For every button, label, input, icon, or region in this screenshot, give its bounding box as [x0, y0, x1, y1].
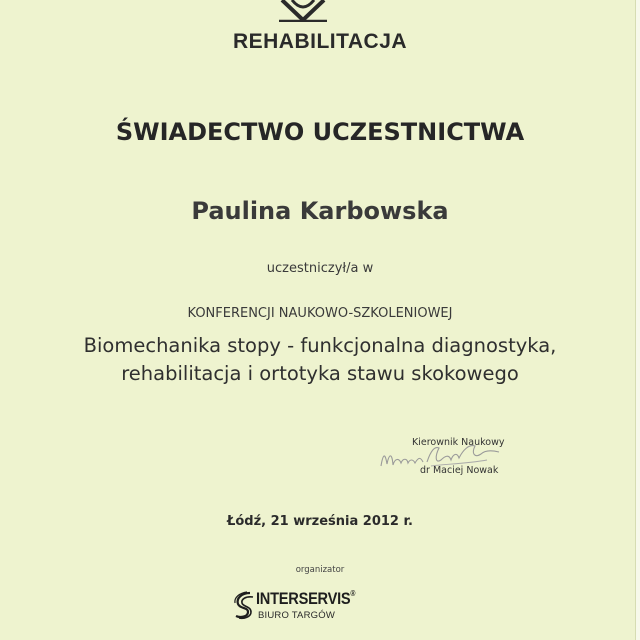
registered-mark: ® [350, 589, 356, 598]
organizer-subtitle: BIURO TARGÓW [258, 610, 335, 621]
signature-role: Kierownik Naukowy [412, 437, 505, 448]
organizer-name-text: INTERSERVIS [256, 589, 351, 608]
place-and-date: Łódź, 21 września 2012 r. [227, 514, 413, 529]
participated-text: uczestniczył/a w [266, 261, 374, 276]
participant-name: Paulina Karbowska [191, 197, 449, 225]
organizer-name [256, 589, 355, 609]
rehabilitacja-logo-icon [276, 0, 330, 22]
organizer-label: organizator [295, 565, 345, 575]
certificate-title: ŚWIADECTWO UCZESTNICTWA [115, 118, 525, 146]
interservis-logo-icon [232, 590, 256, 620]
brand-name: REHABILITACJA [232, 30, 408, 53]
signatory-name: dr Maciej Nowak [420, 465, 499, 476]
conference-type: KONFERENCJI NAUKOWO-SZKOLENIOWEJ [187, 306, 453, 321]
conference-topic-line-2: rehabilitacja i ortotyka stawu skokowego [121, 362, 519, 385]
conference-topic-line-1: Biomechanika stopy - funkcjonalna diagnostyka, [83, 334, 557, 357]
organizer-logo [232, 588, 372, 628]
